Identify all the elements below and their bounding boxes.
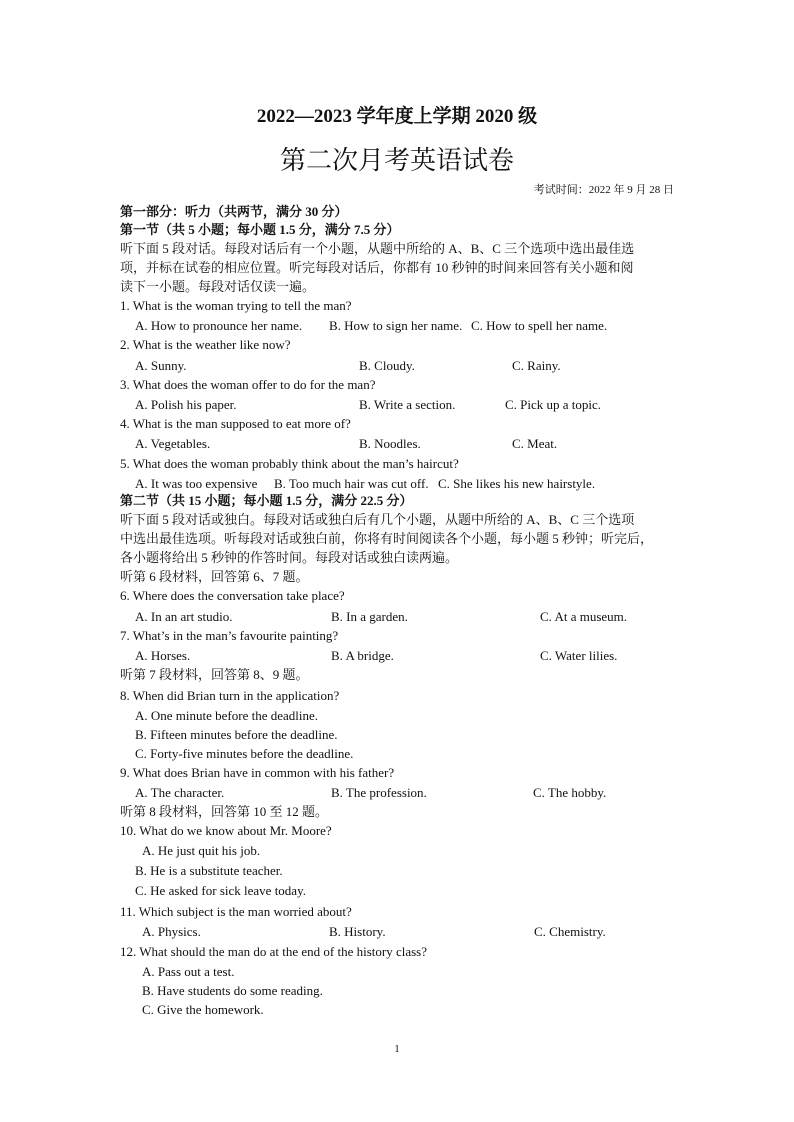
option-b: B. A bridge. [331,648,394,663]
option-b: B. Have students do some reading. [142,983,323,998]
option-c: C. Pick up a topic. [505,397,602,412]
option-c: C. She likes his new hairstyle. [438,476,596,491]
exam-date: 考试时间：2022 年 9 月 28 日 [533,184,674,196]
question-stem: 5. What does the woman probably think about the man’s haircut? [120,456,459,471]
option-b: B. The profession. [331,785,427,800]
option-a: A. Vegetables. [135,436,211,451]
option-a: A. It was too expensive [135,476,258,491]
question-stem: 7. What’s in the man’s favourite painting? [120,628,339,643]
option-b: B. Fifteen minutes before the deadline. [135,727,338,742]
exam-title-line2: 第二次月考英语试卷 [279,146,514,175]
question-stem: 2. What is the weather like now? [120,337,291,352]
option-c: C. How to spell her name. [471,318,608,333]
option-c: C. Forty-five minutes before the deadline. [135,746,354,761]
section2-instructions-line: 中选出最佳选项。听每段对话或独白前，你将有时间阅读各个小题，每小题 5 秒钟；听完后， [120,531,654,546]
question-stem: 12. What should the man do at the end of the history class? [120,944,427,959]
option-b: B. Noodles. [359,436,421,451]
question-stem: 11. Which subject is the man worried about? [120,904,352,919]
question-stem: 9. What does Brian have in common with his father? [120,765,395,780]
section2-instructions-line: 听下面 5 段对话或独白。每段对话或独白后有几个小题，从题中所给的 A、B、C 三个选项 [120,512,635,527]
option-b: B. He is a substitute teacher. [135,863,283,878]
section1-instructions-line: 读下一小题。每段对话仅读一遍。 [120,279,316,294]
option-a: A. The character. [135,785,225,800]
option-c: C. At a museum. [540,609,628,624]
section1-heading: 第一节（共 5 小题；每小题 1.5 分，满分 7.5 分） [120,222,400,237]
question-stem: 6. Where does the conversation take place? [120,588,345,603]
section2-instructions-line: 各小题将给出 5 秒钟的作答时间。每段对话或独白读两遍。 [120,550,459,565]
option-a: A. In an art studio. [135,609,233,624]
material-note: 听第 7 段材料，回答第 8、9 题。 [120,667,309,682]
section1-instructions-line: 项，并标在试卷的相应位置。听完每段对话后，你都有 10 秒钟的时间来回答有关小题和阅 [120,260,634,275]
option-c: C. Water lilies. [540,648,618,663]
part1-heading: 第一部分：听力（共两节，满分 30 分） [120,204,348,219]
option-c: C. Chemistry. [534,924,606,939]
question-stem: 10. What do we know about Mr. Moore? [120,823,332,838]
option-b: B. Write a section. [359,397,456,412]
option-a: A. He just quit his job. [142,843,261,858]
material-note: 听第 6 段材料，回答第 6、7 题。 [120,569,309,584]
option-a: A. Sunny. [135,358,187,373]
option-c: C. Meat. [512,436,558,451]
option-b: B. In a garden. [331,609,408,624]
option-b: B. Too much hair was cut off. [274,476,429,491]
question-stem: 8. When did Brian turn in the application? [120,688,340,703]
section1-instructions-line: 听下面 5 段对话。每段对话后有一个小题，从题中所给的 A、B、C 三个选项中选出最佳选 [120,241,635,256]
material-note: 听第 8 段材料，回答第 10 至 12 题。 [120,804,329,819]
option-a: A. Pass out a test. [142,964,235,979]
question-stem: 4. What is the man supposed to eat more of? [120,416,351,431]
option-a: A. How to pronounce her name. [135,318,303,333]
option-a: A. Physics. [142,924,201,939]
page-number: 1 [394,1043,400,1055]
option-c: C. Rainy. [512,358,561,373]
option-b: B. Cloudy. [359,358,415,373]
option-a: A. Polish his paper. [135,397,237,412]
question-stem: 3. What does the woman offer to do for the man? [120,377,376,392]
option-c: C. The hobby. [533,785,607,800]
option-c: C. Give the homework. [142,1002,264,1017]
question-stem: 1. What is the woman trying to tell the man? [120,298,352,313]
section2-heading: 第二节（共 15 小题；每小题 1.5 分，满分 22.5 分） [120,493,413,508]
option-a: A. Horses. [135,648,191,663]
option-a: A. One minute before the deadline. [135,708,319,723]
exam-title-line1: 2022—2023 学年度上学期 2020 级 [256,106,538,127]
option-b: B. History. [329,924,386,939]
option-b: B. How to sign her name. [329,318,463,333]
option-c: C. He asked for sick leave today. [135,883,306,898]
